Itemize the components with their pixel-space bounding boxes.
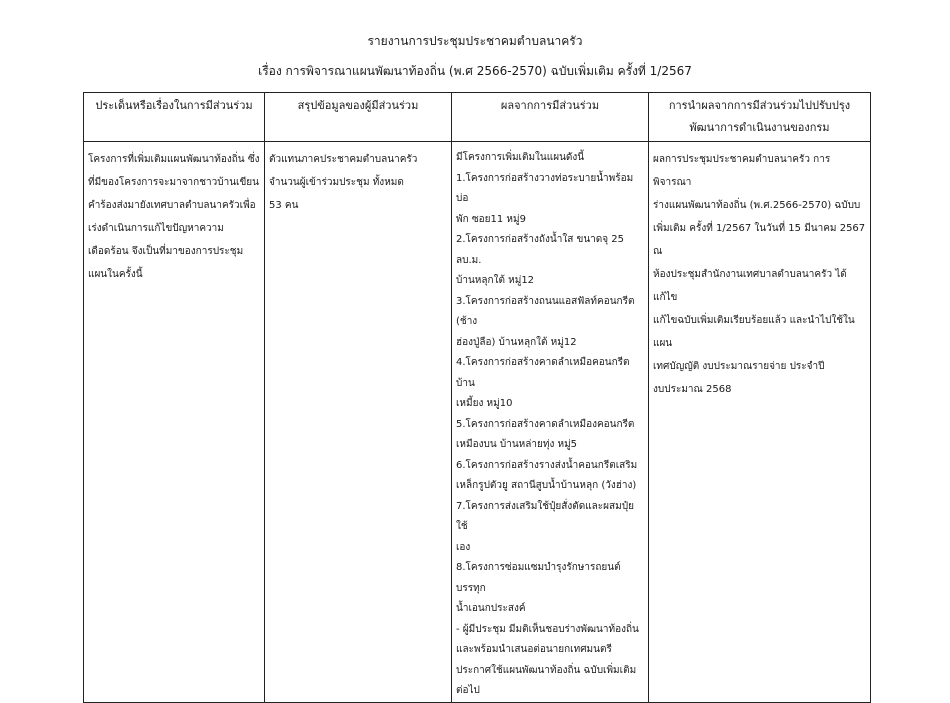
results-line: และพร้อมนำเสนอต่อนายกเทศมนตรี [456, 644, 612, 655]
cell-application [649, 142, 871, 703]
issue-line: เร่งดำเนินการแก้ไขปัญหาความ [88, 223, 224, 234]
header-issue: ประเด็นหรือเรื่องในการมีส่วนร่วม [84, 93, 265, 142]
header-application: การนำผลจากการมีส่วนร่วมไปปรับปรุง พัฒนาการดำเนินงานของกรม [649, 93, 871, 142]
table-row [84, 142, 871, 703]
cell-participants [265, 142, 452, 703]
results-line: - ผู้มีประชุม มีมติเห็นชอบร่างพัฒนาท้องถิ่น [456, 623, 639, 635]
application-line: ห้องประชุมสำนักงานเทศบาลตำบลนาครัว ได้แก้ไข [653, 269, 847, 303]
issue-line: คำร้องส่งมายังเทศบาลตำบลนาครัวเพื่อ [88, 200, 256, 211]
results-line: บ้านหลุกใต้ หมู่12 [456, 275, 535, 286]
results-line: ต่อไป [456, 685, 480, 696]
application-line: งบประมาณ 2568 [653, 384, 732, 395]
results-line: 4.โครงการก่อสร้างคาดลำเหมือคอนกรีต บ้าน [456, 357, 630, 389]
document-subtitle: เรื่อง การพิจารณาแผนพัฒนาท้องถิ่น (พ.ศ 2566-2570) ฉบับเพิ่มเติม ครั้งที่ 1/2567 [258, 64, 692, 78]
results-line: 6.โครงการก่อสร้างรางส่งน้ำคอนกรีตเสริม [456, 459, 638, 471]
application-line: ผลการประชุมประชาคมตำบลนาครัว การพิจารณา [653, 154, 831, 188]
results-line: ประกาศใช้แผนพัฒนาท้องถิ่น ฉบับเพิ่มเติม [456, 664, 637, 676]
results-line: เหมี้ยง หมู่10 [456, 398, 513, 409]
document-title: รายงานการประชุมประชาคมตำบลนาครัว [367, 34, 583, 48]
results-line: 8.โครงการซ่อมแซมบำรุงรักษารถยนต์บรรทุก [456, 562, 621, 594]
results-line: น้ำเอนกประสงค์ [456, 603, 526, 614]
meeting-report-table [83, 92, 871, 703]
application-line: เพิ่มเติม ครั้งที่ 1/2567 ในวันที่ 15 มีนาคม 2567 ณ [653, 223, 866, 257]
results-line: 7.โครงการส่งเสริมใช้ปุ๋ยสั่งตัดและผสมปุ๋ยใช้ [456, 500, 634, 532]
participants-line: ตัวแทนภาคประชาคมตำบลนาครัว [269, 154, 418, 165]
header-participants: สรุปข้อมูลของผู้มีส่วนร่วม [265, 93, 452, 142]
issue-line: เดือดร้อน จึงเป็นที่มาของการประชุม [88, 246, 244, 257]
results-line: มีโครงการเพิ่มเติมในแผนดังนี้ [456, 152, 585, 163]
results-line: พัก ซอย11 หมู่9 [456, 213, 526, 225]
application-line: แก้ไขฉบับเพิ่มเติมเรียบร้อยแล้ว และนำไปใช้ในแผน [653, 315, 855, 349]
results-line: 2.โครงการก่อสร้างถังน้ำใส ขนาดจุ 25 ลบ.ม. [456, 234, 625, 266]
results-line: เอง [456, 541, 471, 553]
issue-line: ที่มีของโครงการจะมาจากชาวบ้านเขียน [88, 177, 259, 188]
results-line: เหมืองบน บ้านหล่ายทุ่ง หมู่5 [456, 439, 578, 450]
participants-line: 53 คน [269, 200, 299, 211]
results-line: 1.โครงการก่อสร้างวางท่อระบายน้ำพร้อมบ่อ [456, 172, 634, 204]
application-line: เทศบัญญัติ งบประมาณรายจ่าย ประจำปี [653, 361, 825, 372]
results-line: เหล็กรูปตัวยู สถานีสูบน้ำบ้านหลุก (วังฮ่าง) [456, 480, 637, 491]
table-header-row [84, 93, 871, 142]
issue-line: แผนในครั้งนี้ [88, 269, 143, 280]
results-line: 5.โครงการก่อสร้างคาดลำเหมืองคอนกรีต [456, 418, 635, 430]
cell-issue [84, 142, 265, 703]
participants-line: จำนวนผู้เข้าร่วมประชุม ทั้งหมด [269, 177, 404, 188]
cell-results [452, 142, 649, 703]
results-line: ฮ่องปู่ลือ) บ้านหลุกใต้ หมู่12 [456, 336, 577, 348]
issue-line: โครงการที่เพิ่มเติมแผนพัฒนาท้องถิ่น ซึ่ง [88, 154, 260, 165]
header-results: ผลจากการมีส่วนร่วม [452, 93, 649, 142]
application-line: ร่างแผนพัฒนาท้องถิ่น (พ.ศ.2566-2570) ฉบับบ [653, 200, 861, 211]
results-line: 3.โครงการก่อสร้างถนนแอสฟัลท์คอนกรีต (ช้าง [456, 295, 635, 327]
